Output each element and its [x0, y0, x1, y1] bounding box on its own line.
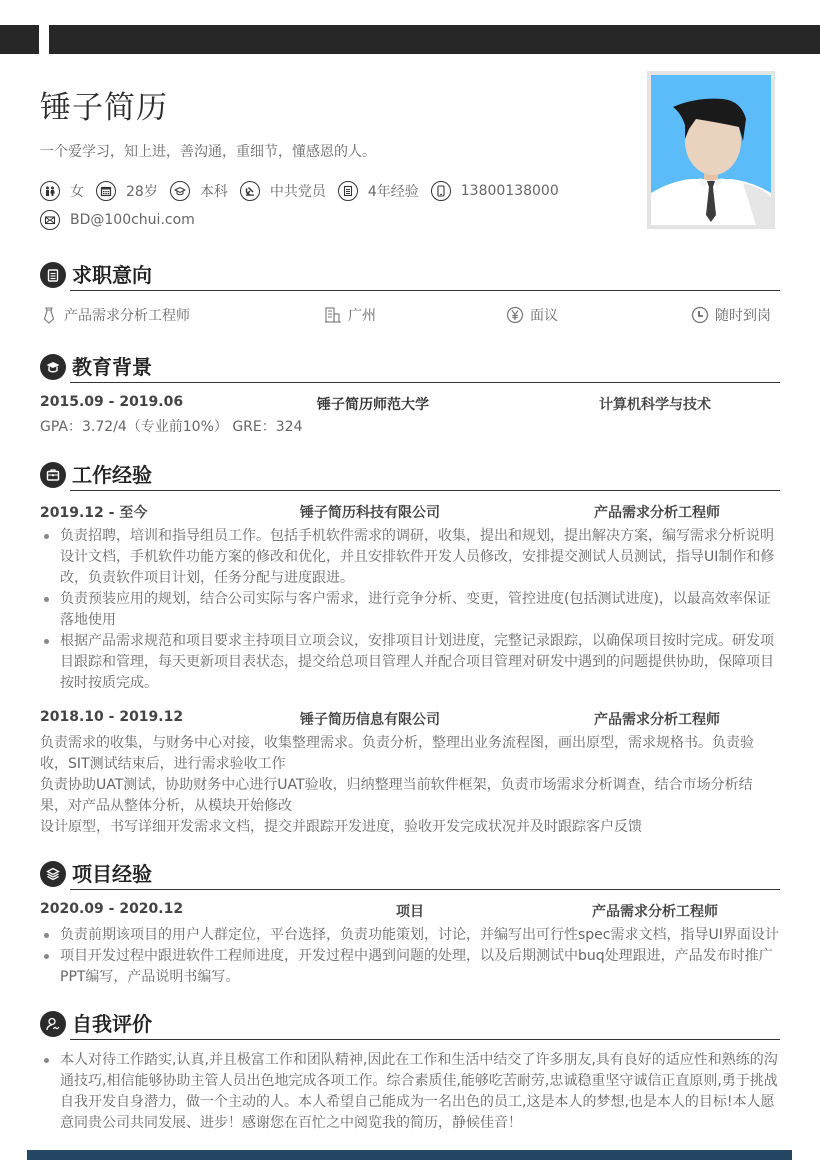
info-text: 13800138000 — [460, 183, 559, 199]
section-title: 项目经验 — [72, 862, 152, 886]
job-entry-header — [40, 502, 780, 522]
tie-icon — [40, 306, 58, 324]
section-divider — [70, 1039, 780, 1041]
job-duties-list — [40, 526, 780, 694]
education-detail: GPA：3.72/4（专业前10%） GRE：324 — [40, 419, 303, 435]
motto: 一个爱学习，知上进，善沟通，重细节，懂感恩的人。 — [40, 144, 376, 160]
section-header-self — [40, 1010, 780, 1038]
intent-position: 产品需求分析工程师 — [40, 305, 190, 325]
calendar-icon — [96, 181, 116, 201]
info-gender — [40, 181, 84, 201]
contact-info-row — [40, 210, 207, 230]
section-header-work — [40, 461, 780, 489]
list-item: 根据产品需求规范和项目要求主持项目立项会议，安排项目计划进度，完整记录跟踪，以确保项目按时完成。研发项目跟踪和管理，每天更新项目表状态，提交给总项目管理人并配合项目管理对研发中遇到的问题提供协助，保障项目按时按质完成。 — [40, 631, 780, 694]
resume-name: 锤子简历 — [40, 90, 168, 126]
intent-availability: 随时到岗 — [691, 305, 771, 325]
briefcase-icon — [40, 462, 66, 488]
list-item: 负责前期该项目的用户人群定位，平台选择，负责功能策划，讨论，并编写出可行性spec需求文档，指导UI界面设计 — [40, 925, 780, 946]
intent-salary: 面议 — [506, 305, 558, 325]
job-period: 2019.12 - 至今 — [40, 505, 148, 521]
info-text: 中共党员 — [269, 184, 326, 200]
education-school: 锤子简历师范大学 — [317, 397, 429, 413]
education-entry-header — [40, 394, 780, 414]
description-line: 负责协助UAT测试，协助财务中心进行UAT验收，归纳整理当前软件框架，负责市场需求分析调查，结合市场分析结果，对产品从整体分析，从模块开始修改 — [40, 777, 753, 814]
info-degree — [170, 181, 228, 201]
section-divider — [70, 889, 780, 891]
party-emblem-icon — [240, 181, 260, 201]
clipboard-icon — [40, 262, 66, 288]
job-entry-header — [40, 709, 780, 729]
project-role: 产品需求分析工程师 — [592, 904, 718, 920]
section-header-education — [40, 353, 780, 381]
section-divider — [70, 382, 780, 384]
project-entry-header — [40, 901, 780, 921]
email-icon — [40, 210, 60, 230]
job-period: 2018.10 - 2019.12 — [40, 709, 184, 725]
section-title: 教育背景 — [72, 355, 152, 379]
phone-icon — [431, 181, 451, 201]
info-phone — [431, 181, 559, 201]
graduation-cap-icon — [40, 354, 66, 380]
description-line: 负责需求的收集，与财务中心对接，收集整理需求。负责分析，整理出业务流程图，画出原型，需求规格书。负责验收，SIT测试结束后，进行需求验收工作 — [40, 735, 754, 772]
info-age — [96, 181, 158, 201]
job-company: 锤子简历信息有限公司 — [300, 712, 440, 728]
top-bar-left-block — [0, 25, 39, 54]
info-text: 28岁 — [126, 184, 158, 200]
bottom-bar — [27, 1150, 792, 1160]
building-icon — [324, 306, 342, 324]
gender-icon — [40, 181, 60, 201]
layers-icon — [40, 861, 66, 887]
self-evaluation-list — [40, 1050, 780, 1134]
document-icon — [338, 181, 358, 201]
profile-photo — [647, 71, 775, 229]
info-experience — [338, 181, 419, 201]
yen-icon — [506, 306, 524, 324]
clock-icon — [691, 306, 709, 324]
job-description — [40, 733, 780, 838]
info-text: 本科 — [199, 184, 228, 200]
info-email — [40, 210, 195, 230]
section-title: 自我评价 — [72, 1012, 152, 1036]
avatar-illustration — [651, 75, 771, 225]
education-period: 2015.09 - 2019.06 — [40, 394, 184, 410]
user-sign-icon — [40, 1011, 66, 1037]
personal-info-row — [40, 181, 571, 201]
section-divider — [70, 490, 780, 492]
section-header-intent — [40, 261, 780, 289]
top-bar-right-block — [49, 25, 820, 54]
project-duties-list — [40, 925, 780, 988]
graduation-cap-icon — [170, 181, 190, 201]
list-item: 项目开发过程中跟进软件工程师进度，开发过程中遇到问题的处理，以及后期测试中buq处理跟进，产品发布时推广PPT编写，产品说明书编写。 — [40, 946, 780, 988]
intent-city: 广州 — [324, 305, 376, 325]
job-role: 产品需求分析工程师 — [594, 505, 720, 521]
info-text: 4年经验 — [367, 184, 419, 200]
education-major: 计算机科学与技术 — [599, 397, 711, 413]
section-divider — [70, 290, 780, 292]
list-item: 负责招聘，培训和指导组员工作。包括手机软件需求的调研，收集，提出和规划，提出解决方案，编写需求分析说明设计文档，手机软件功能方案的修改和优化，并且安排软件开发人员修改，安排提交测试人员测试，指导UI制作和修改，负责软件项目计划，任务分配与进度跟进。 — [40, 526, 780, 589]
job-role: 产品需求分析工程师 — [594, 712, 720, 728]
list-item: 负责预装应用的规划，结合公司实际与客户需求，进行竞争分析、变更，管控进度(包括测试进度)，以最高效率保证落地使用 — [40, 589, 780, 631]
section-header-projects — [40, 860, 780, 888]
description-line: 设计原型，书写详细开发需求文档，提交并跟踪开发进度，验收开发完成状况并及时跟踪客户反馈 — [40, 819, 642, 835]
info-text: BD@100chui.com — [70, 212, 195, 228]
list-item: 本人对待工作踏实,认真,并且极富工作和团队精神,因此在工作和生活中结交了许多朋友,具有良好的适应性和熟练的沟通技巧,相信能够协助主管人员出色地完成各项工作。综合素质佳,能够吃苦耐劳,忠诚稳重坚守诚信正直原则,勇于挑战自我开发自身潜力，做一个主动的人。本人希望自己能成为一名出色的员工,这是本人的梦想,也是本人的目标!本人愿意同贵公司共同发展、进步！感谢您在百忙之中阅览我的简历，静候佳音！ — [40, 1050, 780, 1134]
section-title: 工作经验 — [72, 463, 152, 487]
project-name: 项目 — [396, 904, 424, 920]
project-period: 2020.09 - 2020.12 — [40, 901, 184, 917]
job-company: 锤子简历科技有限公司 — [300, 505, 440, 521]
section-title: 求职意向 — [72, 263, 152, 287]
job-intent-row — [40, 305, 780, 327]
info-text: 女 — [70, 184, 84, 200]
info-politics — [240, 181, 326, 201]
